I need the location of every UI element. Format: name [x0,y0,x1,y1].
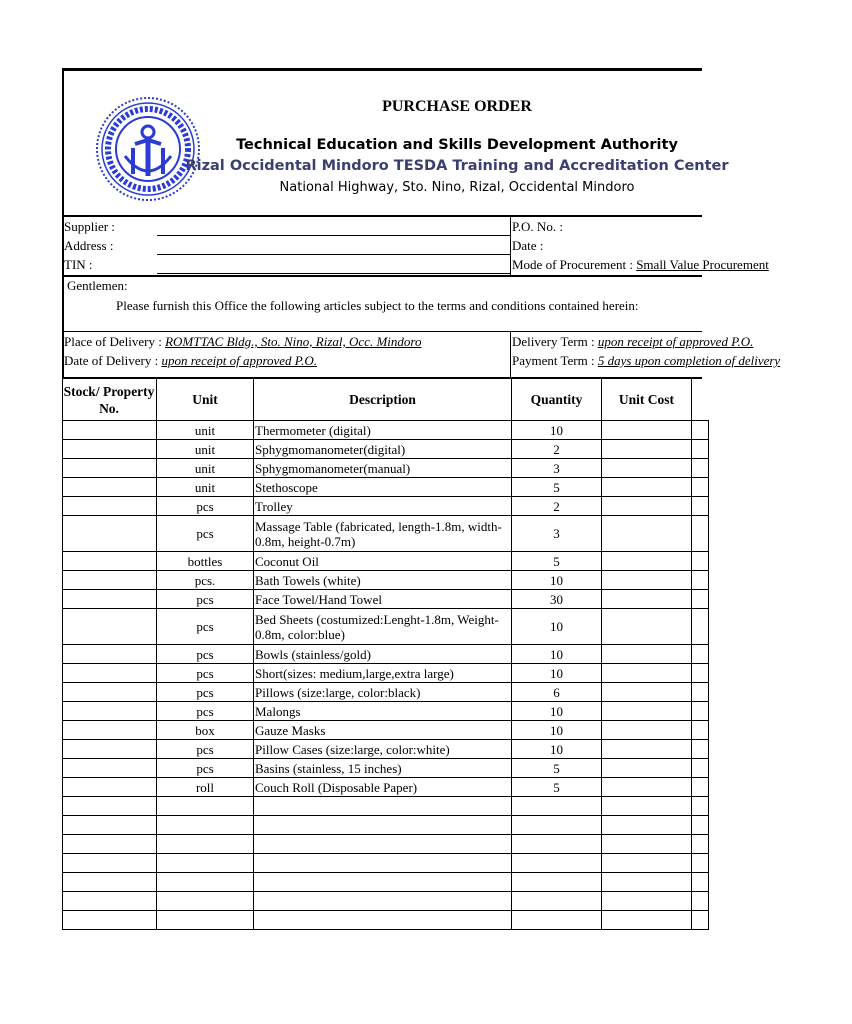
quantity-cell: 5 [512,478,602,497]
table-row [63,721,709,740]
unit-cell: box [157,721,254,740]
table-row [63,516,709,552]
quantity-cell: 30 [512,590,602,609]
quantity-cell: 10 [512,702,602,721]
stock-cell [63,421,157,440]
stock-cell [63,873,157,892]
unit-cost-cell [602,609,692,645]
unit-cell: bottles [157,552,254,571]
column-header-quantity: Quantity [530,392,583,407]
unit-cell [157,892,254,911]
unit-cost-cell [602,911,692,930]
table-row [63,892,709,911]
unit-cell: pcs [157,740,254,759]
quantity-cell [512,797,602,816]
stock-cell [63,516,157,552]
quantity-cell: 5 [512,759,602,778]
stock-cell [63,497,157,516]
stock-cell [63,645,157,664]
quantity-cell [512,873,602,892]
stock-cell [63,721,157,740]
unit-cell: pcs [157,759,254,778]
unit-cost-cell [602,664,692,683]
description-cell: Couch Roll (Disposable Paper) [254,778,512,797]
column-header-description: Description [349,392,416,407]
overflow-cell [692,516,709,552]
quantity-cell [512,911,602,930]
description-cell: Sphygmomanometer(digital) [254,440,512,459]
unit-cost-cell [602,702,692,721]
unit-cell: pcs [157,609,254,645]
description-cell: Gauze Masks [254,721,512,740]
overflow-cell [692,759,709,778]
payment-term-label: Payment Term : [512,353,595,368]
overflow-cell [692,645,709,664]
description-cell: Trolley [254,497,512,516]
unit-cost-cell [602,816,692,835]
divider [62,331,702,332]
description-cell: Stethoscope [254,478,512,497]
quantity-cell: 6 [512,683,602,702]
divider [691,378,692,420]
divider [510,217,511,277]
unit-cost-cell [602,740,692,759]
quantity-cell [512,835,602,854]
quantity-cell: 5 [512,778,602,797]
unit-cell: pcs [157,683,254,702]
description-cell [254,892,512,911]
unit-cell: pcs [157,702,254,721]
center-name: Rizal Occidental Mindoro TESDA Training and Accreditation Center [185,158,729,174]
unit-cost-cell [602,797,692,816]
quantity-cell: 3 [512,516,602,552]
overflow-cell [692,459,709,478]
agency-name: Technical Education and Skills Development Authority [236,137,678,153]
unit-cost-cell [602,478,692,497]
overflow-cell [692,421,709,440]
mode-of-procurement [512,257,769,273]
purchase-order-sheet [62,68,781,940]
unit-cost-cell [602,645,692,664]
unit-cost-cell [602,421,692,440]
mode-label: Mode of Procurement : [512,257,633,272]
items-table [62,420,709,930]
unit-cost-cell [602,552,692,571]
description-cell [254,854,512,873]
divider [510,332,511,378]
date-label: Date : [512,238,544,253]
quantity-cell: 3 [512,459,602,478]
stock-cell [63,664,157,683]
divider [62,215,702,217]
table-row [63,609,709,645]
overflow-cell [692,440,709,459]
table-row [63,497,709,516]
mode-value: Small Value Procurement [636,257,769,272]
items-table-body [63,421,709,930]
description-cell [254,911,512,930]
place-of-delivery [64,334,421,350]
table-row [63,816,709,835]
date-of-delivery [64,353,317,369]
delivery-term [512,334,753,350]
supplier-field[interactable] [157,235,510,236]
overflow-cell [692,683,709,702]
description-cell [254,835,512,854]
unit-cell: unit [157,440,254,459]
unit-cell: unit [157,421,254,440]
table-row [63,421,709,440]
top-border [62,68,702,71]
stock-cell [63,440,157,459]
unit-cell [157,873,254,892]
address-label: Address : [64,238,114,253]
table-row [63,440,709,459]
overflow-cell [692,571,709,590]
column-header-unit: Unit [192,392,218,407]
description-cell: Pillow Cases (size:large, color:white) [254,740,512,759]
unit-cost-cell [602,835,692,854]
description-cell: Bowls (stainless/gold) [254,645,512,664]
tin-label: TIN : [64,257,93,272]
address-field[interactable] [157,254,510,255]
payment-term-value: 5 days upon completion of delivery [597,353,781,368]
stock-cell [63,702,157,721]
quantity-cell: 10 [512,421,602,440]
stock-cell [63,759,157,778]
table-row [63,740,709,759]
delivery-date-value: upon receipt of approved P.O. [161,353,317,368]
overflow-cell [692,835,709,854]
quantity-cell: 10 [512,571,602,590]
table-row [63,590,709,609]
table-row [63,702,709,721]
quantity-cell: 5 [512,552,602,571]
description-cell: Malongs [254,702,512,721]
stock-cell [63,892,157,911]
overflow-cell [692,816,709,835]
unit-cell: roll [157,778,254,797]
stock-cell [63,571,157,590]
delivery-term-value: upon receipt of approved P.O. [597,334,754,349]
overflow-cell [692,740,709,759]
quantity-cell [512,892,602,911]
column-header-unit-cost: Unit Cost [618,392,675,407]
unit-cost-cell [602,516,692,552]
unit-cost-cell [602,497,692,516]
place-value: ROMTTAC Bldg., Sto. Nino, Rizal, Occ. Mindoro [165,334,422,349]
table-row [63,854,709,873]
description-cell: Thermometer (digital) [254,421,512,440]
description-cell [254,873,512,892]
unit-cell [157,816,254,835]
description-cell: Sphygmomanometer(manual) [254,459,512,478]
table-row [63,778,709,797]
payment-term [512,353,780,369]
description-cell: Short(sizes: medium,large,extra large) [254,664,512,683]
overflow-cell [692,609,709,645]
stock-cell [63,854,157,873]
quantity-cell: 10 [512,609,602,645]
stock-cell [63,816,157,835]
quantity-cell: 10 [512,721,602,740]
description-cell: Bed Sheets (costumized:Lenght-1.8m, Weight-0.8m, color:blue) [254,609,512,645]
description-cell: Pillows (size:large, color:black) [254,683,512,702]
table-row [63,683,709,702]
unit-cell: pcs [157,664,254,683]
unit-cell: pcs [157,590,254,609]
unit-cell: pcs [157,645,254,664]
overflow-cell [692,721,709,740]
quantity-cell: 10 [512,645,602,664]
unit-cost-cell [602,778,692,797]
stock-cell [63,590,157,609]
intro-text: Please furnish this Office the following articles subject to the terms and conditions contained herein: [116,298,639,313]
stock-cell [63,683,157,702]
stock-cell [63,778,157,797]
unit-cost-cell [602,892,692,911]
stock-cell [63,835,157,854]
quantity-cell [512,854,602,873]
stock-cell [63,797,157,816]
overflow-cell [692,778,709,797]
center-address: National Highway, Sto. Nino, Rizal, Occidental Mindoro [279,180,635,195]
table-row [63,664,709,683]
unit-cost-cell [602,459,692,478]
overflow-cell [692,497,709,516]
overflow-cell [692,911,709,930]
stock-cell [63,911,157,930]
delivery-term-label: Delivery Term : [512,334,595,349]
unit-cost-cell [602,571,692,590]
unit-cost-cell [602,854,692,873]
table-row [63,459,709,478]
quantity-cell: 10 [512,664,602,683]
overflow-cell [692,702,709,721]
table-row [63,552,709,571]
stock-cell [63,459,157,478]
stock-cell [63,478,157,497]
table-row [63,797,709,816]
quantity-cell: 10 [512,740,602,759]
overflow-cell [692,478,709,497]
quantity-cell [512,816,602,835]
overflow-cell [692,873,709,892]
stock-cell [63,609,157,645]
column-header-stock: Stock/ Property No. [63,383,155,416]
unit-cost-cell [602,683,692,702]
divider [62,275,702,277]
overflow-cell [692,552,709,571]
quantity-cell: 2 [512,497,602,516]
po-number-label: P.O. No. : [512,219,563,234]
description-cell [254,797,512,816]
stock-cell [63,552,157,571]
overflow-cell [692,590,709,609]
unit-cell: unit [157,478,254,497]
overflow-cell [692,892,709,911]
table-row [63,759,709,778]
table-row [63,645,709,664]
table-row [63,835,709,854]
unit-cost-cell [602,759,692,778]
table-row [63,911,709,930]
description-cell: Massage Table (fabricated, length-1.8m, width-0.8m, height-0.7m) [254,516,512,552]
unit-cell: pcs [157,516,254,552]
description-cell: Bath Towels (white) [254,571,512,590]
unit-cell [157,911,254,930]
unit-cost-cell [602,590,692,609]
quantity-cell: 2 [512,440,602,459]
overflow-cell [692,797,709,816]
unit-cost-cell [602,440,692,459]
unit-cell: pcs [157,497,254,516]
overflow-cell [692,664,709,683]
delivery-date-label: Date of Delivery : [64,353,159,368]
stock-cell [63,740,157,759]
description-cell: Face Towel/Hand Towel [254,590,512,609]
table-row [63,873,709,892]
salutation: Gentlemen: [67,278,128,293]
overflow-cell [692,854,709,873]
table-row [63,571,709,590]
unit-cell [157,797,254,816]
description-cell: Coconut Oil [254,552,512,571]
unit-cell [157,854,254,873]
unit-cost-cell [602,721,692,740]
unit-cell: unit [157,459,254,478]
table-row [63,478,709,497]
unit-cost-cell [602,873,692,892]
tin-field[interactable] [157,273,510,274]
unit-cell [157,835,254,854]
place-label: Place of Delivery : [64,334,162,349]
supplier-label: Supplier : [64,219,115,234]
description-cell [254,816,512,835]
page-title: PURCHASE ORDER [382,98,532,115]
unit-cell: pcs. [157,571,254,590]
description-cell: Basins (stainless, 15 inches) [254,759,512,778]
